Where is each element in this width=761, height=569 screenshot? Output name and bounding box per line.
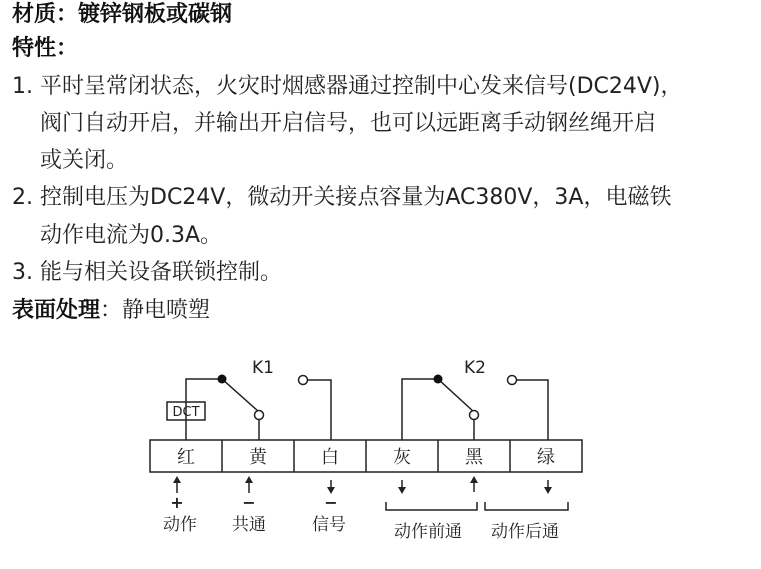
terminal-gray: 灰 <box>393 447 411 468</box>
terminal-yellow: 黄 <box>249 447 267 468</box>
k1-label: K1 <box>252 358 274 378</box>
k2-label: K2 <box>464 358 486 378</box>
arrow-down-icon <box>544 487 552 494</box>
surface-line <box>12 296 210 326</box>
k1-pivot-dot <box>218 375 227 384</box>
label-after-action: 动作后通 <box>491 522 559 542</box>
sign-minus: − <box>324 493 338 512</box>
terminal-white: 白 <box>321 447 339 468</box>
feature-1-line-3: 或关闭。 <box>40 148 129 173</box>
sign-plus: + <box>170 493 184 512</box>
k1-contact-lower <box>255 411 264 420</box>
k2-after-wire <box>516 380 548 440</box>
k1-switch-blade <box>222 379 259 412</box>
feature-2-text: 控制电压为DC24V，微动开关接点容量为AC380V，3A，电磁铁 <box>40 185 672 210</box>
material-line <box>12 0 232 30</box>
k2-switch-blade <box>438 379 474 412</box>
label-before-action: 动作前通 <box>394 522 462 542</box>
feature-2-line-1 <box>12 183 671 213</box>
feature-1-line-1 <box>12 72 683 102</box>
feature-1-number: 1. <box>12 74 33 99</box>
surface-colon: ： <box>100 298 123 323</box>
arrow-up-icon <box>173 476 181 483</box>
sign-minus: − <box>242 493 256 512</box>
k2-contact-lower <box>470 411 479 420</box>
surface-value: 静电喷塑 <box>122 298 211 323</box>
bracket-before <box>386 502 477 510</box>
material-label: 材质： <box>12 2 79 27</box>
features-heading: 特性： <box>12 36 79 61</box>
feature-2-line-2: 动作电流为0.3A。 <box>40 223 223 248</box>
arrow-up-icon <box>245 476 253 483</box>
feature-1-line-2: 阀门自动开启，并输出开启信号，也可以远距离手动钢丝绳开启 <box>40 111 657 136</box>
dct-label: DCT <box>172 405 200 420</box>
arrow-up-icon <box>470 476 478 483</box>
k2-common-wire <box>402 379 438 440</box>
terminal-black: 黑 <box>465 447 483 468</box>
feature-1-text: 平时呈常闭状态，火灾时烟感器通过控制中心发来信号(DC24V)， <box>40 74 683 99</box>
k2-contact-upper <box>508 376 517 385</box>
arrow-down-icon <box>398 487 406 494</box>
k1-signal-wire <box>307 380 331 440</box>
material-value: 镀锌钢板或碳钢 <box>78 2 233 27</box>
terminal-green: 绿 <box>537 447 555 468</box>
feature-3-line-1 <box>12 258 282 288</box>
label-common: 共通 <box>232 515 266 535</box>
feature-2-number: 2. <box>12 185 33 210</box>
feature-3-text: 能与相关设备联锁控制。 <box>40 260 283 285</box>
bracket-after <box>485 502 568 510</box>
k2-pivot-dot <box>434 375 443 384</box>
feature-3-number: 3. <box>12 260 33 285</box>
surface-label: 表面处理 <box>12 298 101 323</box>
wiring-diagram <box>0 340 761 569</box>
k1-contact-upper <box>299 376 308 385</box>
terminal-red: 红 <box>177 447 195 468</box>
label-signal: 信号 <box>312 515 346 535</box>
label-action: 动作 <box>163 515 197 535</box>
